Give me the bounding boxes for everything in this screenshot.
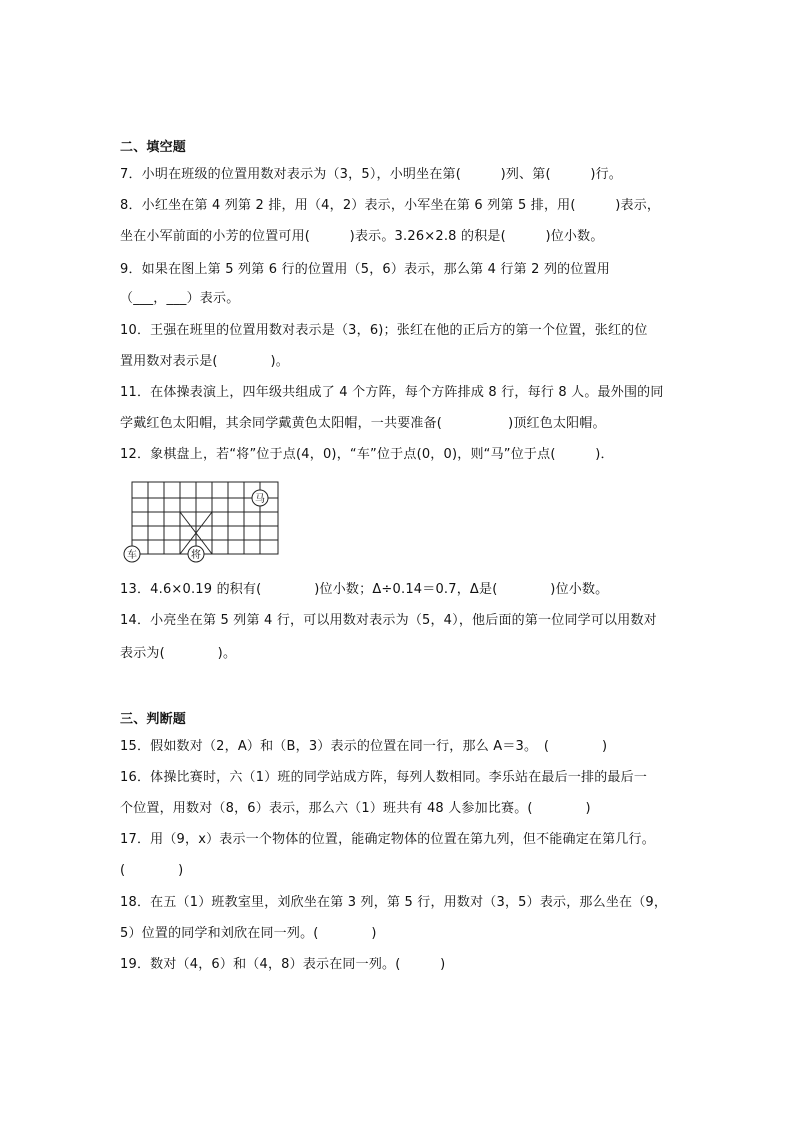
question-17-line-1: 17．用（9，x）表示一个物体的位置，能确定物体的位置在第九列，但不能确定在第几行。	[120, 832, 655, 847]
question-13: 13．4.6×0.19 的积有( )位小数；Δ÷0.14＝0.7，Δ是( )位小数。	[120, 582, 609, 597]
question-17-line-2: ( )	[120, 863, 184, 878]
piece-ma-label: 马	[255, 494, 265, 505]
piece-jiang-label: 将	[191, 550, 201, 561]
question-14-line-2: 表示为( )。	[120, 646, 237, 661]
question-16-line-2: 个位置，用数对（8，6）表示，那么六（1）班共有 48 人参加比赛。( )	[120, 801, 591, 816]
question-10-line-1: 10．王强在班里的位置用数对表示是（3，6)；张红在他的正后方的第一个位置，张红的位	[120, 323, 648, 338]
question-11-line-2: 学戴红色太阳帽，其余同学戴黄色太阳帽，一共要准备( )顶红色太阳帽。	[120, 416, 606, 431]
question-11-line-1: 11．在体操表演上，四年级共组成了 4 个方阵，每个方阵排成 8 行，每行 8 人。最外围的同	[120, 385, 664, 400]
question-19: 19．数对（4，6）和（4，8）表示在同一列。( )	[120, 957, 446, 972]
question-12: 12．象棋盘上，若“将”位于点(4，0)，“车”位于点(0，0)，则“马”位于点( )．	[120, 447, 614, 462]
section-heading-fill-blank: 二、填空题	[120, 140, 187, 155]
question-18-line-1: 18．在五（1）班教室里，刘欣坐在第 3 列，第 5 行，用数对（3，5）表示，那么坐在（9，	[120, 895, 668, 910]
question-16-line-1: 16．体操比赛时，六（1）班的同学站成方阵，每列人数相同。李乐站在最后一排的最后一	[120, 770, 648, 785]
chess-board-figure	[118, 476, 288, 564]
question-15: 15．假如数对（2，A）和（B，3）表示的位置在同一行，那么 A＝3。 ( )	[120, 739, 608, 754]
question-9-line-1: 9．如果在图上第 5 列第 6 行的位置用（5，6）表示，那么第 4 行第 2 列的位置用	[120, 262, 610, 277]
piece-ma	[252, 490, 268, 506]
piece-jiang	[188, 546, 204, 562]
question-7: 7．小明在班级的位置用数对表示为（3，5），小明坐在第( )列、第( )行。	[120, 167, 623, 182]
piece-che	[124, 546, 140, 562]
question-14-line-1: 14．小亮坐在第 5 列第 4 行，可以用数对表示为（5，4），他后面的第一位同学可以用数对	[120, 613, 657, 628]
question-8-line-1: 8．小红坐在第 4 列第 2 排，用（4，2）表示，小军坐在第 6 列第 5 排，用( )表示，	[120, 198, 661, 213]
section-heading-true-false: 三、判断题	[120, 712, 187, 727]
piece-che-label: 车	[127, 550, 137, 561]
question-10-line-2: 置用数对表示是( )。	[120, 354, 289, 369]
question-8-line-2: 坐在小军前面的小芳的位置可用( )表示。3.26×2.8 的积是( )位小数。	[120, 229, 604, 244]
question-9-line-2: （___，___）表示。	[120, 291, 240, 306]
question-18-line-2: 5）位置的同学和刘欣在同一列。( )	[120, 926, 377, 941]
